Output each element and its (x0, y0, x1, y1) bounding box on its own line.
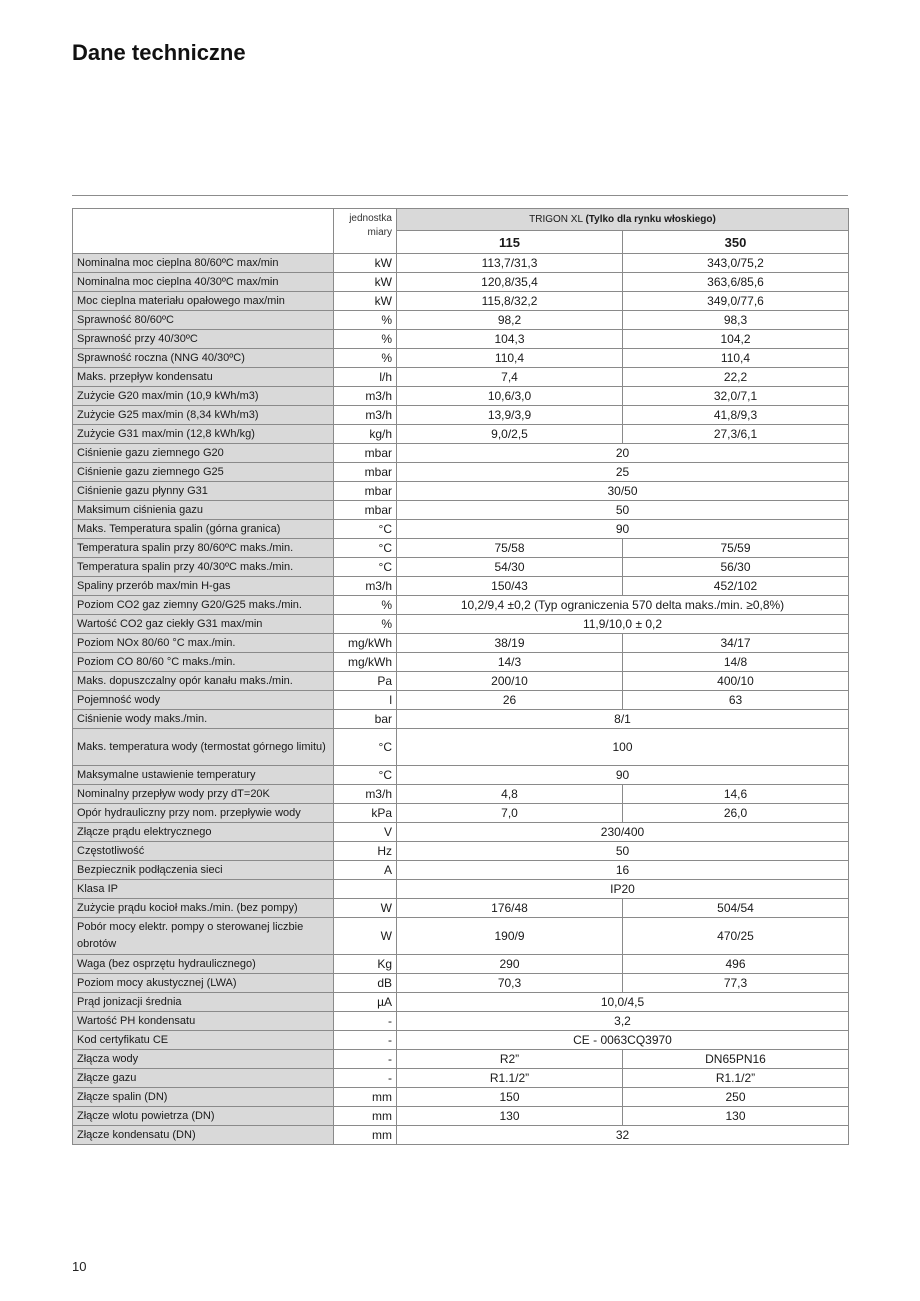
value-350: 130 (623, 1107, 849, 1126)
value-350: 110,4 (623, 349, 849, 368)
value-350: 104,2 (623, 330, 849, 349)
unit-column-header: jednostka miary (334, 209, 397, 254)
value-350: 14,6 (623, 785, 849, 804)
value-115: 98,2 (397, 311, 623, 330)
unit-cell: mbar (334, 482, 397, 501)
unit-cell: l (334, 691, 397, 710)
parameter-label: Maks. Temperatura spalin (górna granica) (73, 520, 334, 539)
unit-cell: % (334, 615, 397, 634)
unit-cell: m3/h (334, 577, 397, 596)
parameter-label: Waga (bez osprzętu hydraulicznego) (73, 955, 334, 974)
parameter-label: Nominalna moc cieplna 80/60ºC max/min (73, 254, 334, 273)
unit-cell: °C (334, 520, 397, 539)
unit-cell: mbar (334, 463, 397, 482)
value-shared: IP20 (397, 880, 849, 899)
value-shared: 100 (397, 729, 849, 766)
value-shared: 8/1 (397, 710, 849, 729)
value-shared: 90 (397, 766, 849, 785)
table-row (73, 558, 849, 577)
unit-cell: °C (334, 766, 397, 785)
value-350: 250 (623, 1088, 849, 1107)
unit-cell: mm (334, 1088, 397, 1107)
table-row (73, 1012, 849, 1031)
table-row (73, 1050, 849, 1069)
value-115: 150/43 (397, 577, 623, 596)
unit-cell: A (334, 861, 397, 880)
unit-cell: Pa (334, 672, 397, 691)
value-115: 13,9/3,9 (397, 406, 623, 425)
value-350: 470/25 (623, 918, 849, 955)
value-115: 70,3 (397, 974, 623, 993)
parameter-label: Maks. dopuszczalny opór kanału maks./min. (73, 672, 334, 691)
parameter-label: Częstotliwość (73, 842, 334, 861)
table-row (73, 974, 849, 993)
value-350: 363,6/85,6 (623, 273, 849, 292)
table-row (73, 1107, 849, 1126)
value-350: 41,8/9,3 (623, 406, 849, 425)
value-shared: 11,9/10,0 ± 0,2 (397, 615, 849, 634)
value-350: 22,2 (623, 368, 849, 387)
product-group-header (397, 209, 849, 231)
value-350: 496 (623, 955, 849, 974)
table-row (73, 861, 849, 880)
table-row (73, 330, 849, 349)
table-row (73, 349, 849, 368)
value-350: R1.1/2” (623, 1069, 849, 1088)
value-115: 290 (397, 955, 623, 974)
parameter-label: Maksymalne ustawienie temperatury (73, 766, 334, 785)
value-shared: 16 (397, 861, 849, 880)
table-row (73, 311, 849, 330)
table-row (73, 387, 849, 406)
model-header-115: 115 (397, 231, 623, 254)
unit-cell: mg/kWh (334, 634, 397, 653)
table-row (73, 254, 849, 273)
unit-cell: m3/h (334, 406, 397, 425)
table-row (73, 1069, 849, 1088)
value-350: 343,0/75,2 (623, 254, 849, 273)
value-350: 14/8 (623, 653, 849, 672)
value-shared: CE - 0063CQ3970 (397, 1031, 849, 1050)
value-115: 54/30 (397, 558, 623, 577)
parameter-label: Ciśnienie gazu ziemnego G25 (73, 463, 334, 482)
unit-cell: W (334, 899, 397, 918)
table-row (73, 766, 849, 785)
value-350: DN65PN16 (623, 1050, 849, 1069)
value-350: 56/30 (623, 558, 849, 577)
value-350: 63 (623, 691, 849, 710)
parameter-label: Maksimum ciśnienia gazu (73, 501, 334, 520)
unit-cell: bar (334, 710, 397, 729)
value-115: 10,6/3,0 (397, 387, 623, 406)
table-row (73, 406, 849, 425)
market-note: (Tylko dla rynku włoskiego) (585, 214, 716, 225)
parameter-label: Poziom CO 80/60 °C maks./min. (73, 653, 334, 672)
table-row (73, 292, 849, 311)
unit-cell: kg/h (334, 425, 397, 444)
value-115: 104,3 (397, 330, 623, 349)
parameter-label: Temperatura spalin przy 80/60ºC maks./min. (73, 539, 334, 558)
unit-cell: Hz (334, 842, 397, 861)
unit-cell: % (334, 349, 397, 368)
unit-cell: Kg (334, 955, 397, 974)
unit-cell: W (334, 918, 397, 955)
table-row (73, 955, 849, 974)
unit-cell: m3/h (334, 785, 397, 804)
unit-cell: kW (334, 254, 397, 273)
table-row (73, 368, 849, 387)
parameter-label: Moc cieplna materiału opałowego max/min (73, 292, 334, 311)
value-115: 38/19 (397, 634, 623, 653)
unit-cell: m3/h (334, 387, 397, 406)
value-shared: 90 (397, 520, 849, 539)
table-row (73, 444, 849, 463)
value-shared: 32 (397, 1126, 849, 1145)
value-shared: 20 (397, 444, 849, 463)
parameter-label: Poziom mocy akustycznej (LWA) (73, 974, 334, 993)
parameter-label: Złącze gazu (73, 1069, 334, 1088)
table-row (73, 653, 849, 672)
parameter-label: Maks. przepływ kondensatu (73, 368, 334, 387)
value-350: 32,0/7,1 (623, 387, 849, 406)
table-row (73, 823, 849, 842)
value-350: 27,3/6,1 (623, 425, 849, 444)
value-115: 75/58 (397, 539, 623, 558)
value-115: 4,8 (397, 785, 623, 804)
parameter-label: Wartość PH kondensatu (73, 1012, 334, 1031)
parameter-label: Sprawność roczna (NNG 40/30ºC) (73, 349, 334, 368)
table-row (73, 273, 849, 292)
parameter-label: Nominalna moc cieplna 40/30ºC max/min (73, 273, 334, 292)
value-115: 9,0/2,5 (397, 425, 623, 444)
value-shared: 10,0/4,5 (397, 993, 849, 1012)
value-350: 504/54 (623, 899, 849, 918)
value-115: 7,0 (397, 804, 623, 823)
page-number: 10 (72, 1259, 87, 1274)
unit-cell: - (334, 1069, 397, 1088)
parameter-label: Zużycie G20 max/min (10,9 kWh/m3) (73, 387, 334, 406)
parameter-label: Pojemność wody (73, 691, 334, 710)
header-blank-cell (73, 209, 334, 254)
parameter-label: Wartość CO2 gaz ciekły G31 max/min (73, 615, 334, 634)
value-shared: 50 (397, 842, 849, 861)
table-row (73, 785, 849, 804)
unit-cell: mg/kWh (334, 653, 397, 672)
table-row (73, 482, 849, 501)
unit-cell: % (334, 596, 397, 615)
parameter-label: Złącze wlotu powietrza (DN) (73, 1107, 334, 1126)
parameter-label: Poziom CO2 gaz ziemny G20/G25 maks./min. (73, 596, 334, 615)
table-row (73, 710, 849, 729)
unit-cell: °C (334, 558, 397, 577)
page-title: Dane techniczne (72, 40, 246, 65)
value-350: 349,0/77,6 (623, 292, 849, 311)
value-115: 7,4 (397, 368, 623, 387)
parameter-label: Spaliny przerób max/min H-gas (73, 577, 334, 596)
value-shared: 230/400 (397, 823, 849, 842)
technical-data-table (72, 208, 849, 1145)
table-row (73, 539, 849, 558)
table-row (73, 804, 849, 823)
value-115: 115,8/32,2 (397, 292, 623, 311)
table-row (73, 880, 849, 899)
unit-cell: kW (334, 292, 397, 311)
table-row (73, 691, 849, 710)
value-115: 26 (397, 691, 623, 710)
parameter-label: Sprawność 80/60ºC (73, 311, 334, 330)
value-shared: 10,2/9,4 ±0,2 (Typ ograniczenia 570 delta maks./min. ≥0,8%) (397, 596, 849, 615)
parameter-label: Złącza wody (73, 1050, 334, 1069)
value-115: 130 (397, 1107, 623, 1126)
parameter-label: Ciśnienie gazu płynny G31 (73, 482, 334, 501)
parameter-label: Bezpiecznik podłączenia sieci (73, 861, 334, 880)
unit-cell: % (334, 330, 397, 349)
value-350: 77,3 (623, 974, 849, 993)
unit-cell: mm (334, 1107, 397, 1126)
table-row (73, 729, 849, 766)
value-350: 98,3 (623, 311, 849, 330)
value-shared: 25 (397, 463, 849, 482)
value-115: R2” (397, 1050, 623, 1069)
unit-cell: l/h (334, 368, 397, 387)
title-divider (72, 195, 848, 196)
unit-cell: µA (334, 993, 397, 1012)
parameter-label: Pobór mocy elektr. pompy o sterowanej liczbie obrotów (73, 918, 334, 955)
unit-cell: - (334, 1012, 397, 1031)
table-header-row (73, 209, 849, 231)
unit-cell: mm (334, 1126, 397, 1145)
parameter-label: Kod certyfikatu CE (73, 1031, 334, 1050)
model-header-350: 350 (623, 231, 849, 254)
product-name: TRIGON XL (529, 214, 583, 225)
value-350: 452/102 (623, 577, 849, 596)
unit-cell: % (334, 311, 397, 330)
parameter-label: Ciśnienie wody maks./min. (73, 710, 334, 729)
value-shared: 3,2 (397, 1012, 849, 1031)
value-115: 110,4 (397, 349, 623, 368)
table-row (73, 993, 849, 1012)
table-row (73, 501, 849, 520)
parameter-label: Klasa IP (73, 880, 334, 899)
parameter-label: Temperatura spalin przy 40/30ºC maks./min. (73, 558, 334, 577)
parameter-label: Zużycie G31 max/min (12,8 kWh/kg) (73, 425, 334, 444)
parameter-label: Prąd jonizacji średnia (73, 993, 334, 1012)
parameter-label: Nominalny przepływ wody przy dT=20K (73, 785, 334, 804)
unit-cell: V (334, 823, 397, 842)
parameter-label: Opór hydrauliczny przy nom. przepływie wody (73, 804, 334, 823)
parameter-label: Zużycie prądu kocioł maks./min. (bez pompy) (73, 899, 334, 918)
value-350: 75/59 (623, 539, 849, 558)
value-115: R1.1/2” (397, 1069, 623, 1088)
unit-cell: - (334, 1031, 397, 1050)
parameter-label: Złącze prądu elektrycznego (73, 823, 334, 842)
table-body (73, 209, 849, 1145)
table-row (73, 577, 849, 596)
value-115: 113,7/31,3 (397, 254, 623, 273)
parameter-label: Zużycie G25 max/min (8,34 kWh/m3) (73, 406, 334, 425)
table-row (73, 634, 849, 653)
unit-cell: kW (334, 273, 397, 292)
value-350: 400/10 (623, 672, 849, 691)
value-115: 120,8/35,4 (397, 273, 623, 292)
parameter-label: Złącze kondensatu (DN) (73, 1126, 334, 1145)
value-115: 176/48 (397, 899, 623, 918)
table-row (73, 596, 849, 615)
value-115: 200/10 (397, 672, 623, 691)
table-row (73, 1031, 849, 1050)
parameter-label: Złącze spalin (DN) (73, 1088, 334, 1107)
unit-cell: kPa (334, 804, 397, 823)
unit-cell: °C (334, 729, 397, 766)
parameter-label: Sprawność przy 40/30ºC (73, 330, 334, 349)
value-350: 34/17 (623, 634, 849, 653)
unit-cell: °C (334, 539, 397, 558)
table-row (73, 1126, 849, 1145)
unit-cell: mbar (334, 444, 397, 463)
value-115: 14/3 (397, 653, 623, 672)
value-shared: 30/50 (397, 482, 849, 501)
parameter-label: Ciśnienie gazu ziemnego G20 (73, 444, 334, 463)
value-350: 26,0 (623, 804, 849, 823)
table-row (73, 615, 849, 634)
unit-cell: mbar (334, 501, 397, 520)
parameter-label: Maks. temperatura wody (termostat górnego limitu) (73, 729, 334, 766)
parameter-label: Poziom NOx 80/60 °C max./min. (73, 634, 334, 653)
table-row (73, 463, 849, 482)
table-row (73, 520, 849, 539)
unit-cell: - (334, 1050, 397, 1069)
value-115: 190/9 (397, 918, 623, 955)
table-row (73, 918, 849, 955)
table-row (73, 1088, 849, 1107)
table-row (73, 672, 849, 691)
unit-cell (334, 880, 397, 899)
table-row (73, 899, 849, 918)
table-row (73, 425, 849, 444)
value-115: 150 (397, 1088, 623, 1107)
unit-cell: dB (334, 974, 397, 993)
value-shared: 50 (397, 501, 849, 520)
table-row (73, 842, 849, 861)
